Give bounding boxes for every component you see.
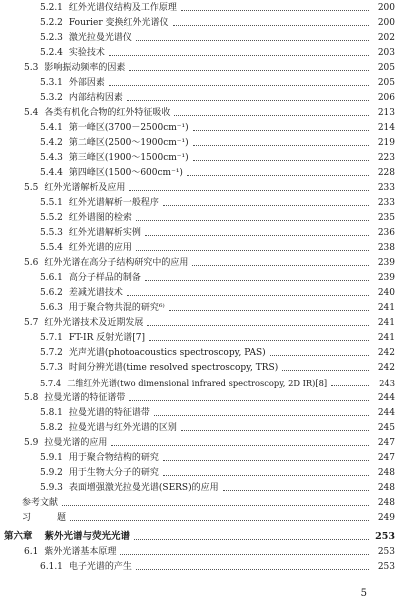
- entry-title: 内部结构因素: [68, 93, 123, 103]
- leader-dots: [187, 174, 369, 176]
- entry-number: 5.5.2: [40, 213, 63, 223]
- entry-number: 5.6.2: [40, 288, 63, 298]
- entry-page: 213: [377, 108, 395, 118]
- entry-number: 5.5: [24, 183, 39, 193]
- leader-dots: [129, 399, 369, 401]
- leader-dots: [136, 568, 369, 570]
- entry-title: 拉曼光谱与红外光谱的区别: [68, 423, 177, 433]
- entry-number: 5.4: [24, 108, 39, 118]
- entry-title: 用于聚合物结构的研究: [68, 453, 159, 463]
- entry-page: 202: [377, 33, 395, 43]
- entry-number: 5.7.3: [40, 363, 63, 373]
- entry-page: 228: [377, 168, 395, 178]
- entry-page: 239: [377, 273, 395, 283]
- entry-number: 5.9.2: [40, 468, 63, 478]
- toc-entry: [0, 420, 419, 436]
- entry-page: 247: [377, 453, 395, 463]
- entry-title: 红外光谱解析及应用: [44, 183, 126, 193]
- toc-entry: [0, 285, 419, 301]
- entry-title: 差减光谱技术: [68, 288, 123, 298]
- leader-dots: [163, 474, 369, 476]
- leader-dots: [223, 489, 369, 491]
- entry-number: 5.5.4: [40, 243, 63, 253]
- entry-page: 242: [377, 348, 395, 358]
- entry-number: 5.7: [24, 318, 39, 328]
- entry-number: 5.7.4: [40, 378, 62, 388]
- toc-entry: [0, 544, 419, 560]
- toc-entry: [0, 90, 419, 106]
- toc-entry: [0, 30, 419, 46]
- entry-title: 时间分辨光谱(time resolved spectroscopy, TRS): [68, 363, 279, 373]
- toc-entry: [0, 360, 419, 376]
- leader-dots: [70, 519, 369, 521]
- leader-dots: [192, 264, 369, 266]
- entry-number: 5.8: [24, 393, 39, 403]
- entry-page: 241: [377, 333, 395, 343]
- chapter-title: 紫外光谱与荧光光谱: [44, 531, 131, 542]
- entry-number: 5.2.4: [40, 48, 63, 58]
- leader-dots: [154, 414, 369, 416]
- entry-page: 249: [377, 513, 395, 523]
- entry-title: 高分子样品的制备: [68, 273, 141, 283]
- toc-entry: [0, 240, 419, 256]
- entry-number: 6.1: [24, 547, 39, 557]
- toc-entry: [0, 390, 419, 406]
- toc-entry: [0, 60, 419, 76]
- entry-page: 205: [377, 78, 395, 88]
- toc-entry: [0, 465, 419, 481]
- toc-entry: [0, 435, 419, 451]
- entry-number: 5.2.3: [40, 33, 63, 43]
- toc-entry: [0, 255, 419, 271]
- toc-entry-exercises: [0, 510, 419, 526]
- leader-dots: [193, 144, 369, 146]
- entry-title: 外部因素: [68, 78, 105, 88]
- entry-page: 219: [377, 138, 395, 148]
- leader-dots: [282, 369, 369, 371]
- entry-title: 红外光谱的应用: [68, 243, 132, 253]
- entry-number: 5.2.1: [40, 3, 63, 13]
- entry-page: 235: [377, 213, 395, 223]
- entry-page: 253: [377, 547, 395, 557]
- leader-dots: [129, 69, 369, 71]
- entry-page: 206: [377, 93, 395, 103]
- entry-number: 习: [22, 513, 32, 523]
- entry-page: 243: [379, 378, 395, 388]
- entry-number: 5.8.1: [40, 408, 63, 418]
- entry-number: 5.4.3: [40, 153, 63, 163]
- page-number: 5: [360, 588, 367, 599]
- entry-number: 5.5.3: [40, 228, 63, 238]
- entry-title: 红外光谱解析一般程序: [68, 198, 159, 208]
- entry-page: 245: [377, 423, 395, 433]
- entry-page: 253: [377, 562, 395, 572]
- leader-dots: [136, 219, 369, 221]
- entry-title: 激光拉曼光谱仪: [68, 33, 132, 43]
- entry-title: 第四峰区(1500～600cm⁻¹): [68, 168, 183, 178]
- leader-dots: [193, 129, 369, 131]
- entry-title: 各类有机化合物的红外特征吸收: [44, 108, 171, 118]
- leader-dots: [120, 553, 369, 555]
- toc-entry: [0, 120, 419, 136]
- toc-entry: [0, 150, 419, 166]
- entry-title: Fourier 变换红外光谱仪: [68, 18, 169, 28]
- leader-dots: [136, 249, 369, 251]
- entry-title: 红外光谱在高分子结构研究中的应用: [44, 258, 189, 268]
- entry-title: 红外光谱仪结构及工作原理: [68, 3, 177, 13]
- entry-title: 第三峰区(1900～1500cm⁻¹): [68, 153, 189, 163]
- entry-title: 紫外光谱基本原理: [44, 547, 117, 557]
- toc-entry: [0, 105, 419, 121]
- entry-page: 239: [377, 258, 395, 268]
- leader-dots: [174, 114, 369, 116]
- entry-page: 248: [377, 468, 395, 478]
- entry-number: 5.7.1: [40, 333, 63, 343]
- leader-dots: [270, 354, 369, 356]
- toc-entry: [0, 210, 419, 226]
- toc-entry-references: [0, 495, 419, 511]
- leader-dots: [149, 339, 369, 341]
- toc-entry: [0, 180, 419, 196]
- entry-number: 5.3.2: [40, 93, 63, 103]
- entry-number: 5.7.2: [40, 348, 63, 358]
- toc-entry: [0, 315, 419, 331]
- toc-entry: [0, 135, 419, 151]
- entry-number: 5.4.2: [40, 138, 63, 148]
- entry-number: 5.4.4: [40, 168, 63, 178]
- entry-page: 248: [377, 498, 395, 508]
- leader-dots: [193, 159, 369, 161]
- entry-title: 第二峰区(2500～1900cm⁻¹): [68, 138, 189, 148]
- entry-title: FT-IR 反射光谱[7]: [68, 333, 145, 343]
- entry-title: 拉曼光谱的特征谱带: [68, 408, 150, 418]
- entry-number: 5.6.1: [40, 273, 63, 283]
- entry-number: 5.6: [24, 258, 39, 268]
- entry-number: 5.3.1: [40, 78, 63, 88]
- entry-title: 拉曼光谱的应用: [44, 438, 108, 448]
- entry-number: 5.5.1: [40, 198, 63, 208]
- entry-page: 240: [377, 288, 395, 298]
- chapter-number: 第六章: [4, 531, 33, 542]
- entry-title: 用于聚合物共混的研究⁶⁾: [68, 303, 165, 313]
- entry-page: 236: [377, 228, 395, 238]
- toc-entry: [0, 225, 419, 241]
- entry-page: 241: [377, 318, 395, 328]
- leader-dots: [163, 459, 369, 461]
- leader-dots: [173, 24, 369, 26]
- toc-entry: [0, 345, 419, 361]
- entry-title: 第一峰区(3700－2500cm⁻¹): [68, 123, 189, 133]
- leader-dots: [181, 429, 369, 431]
- entry-title: 红外光谱解析实例: [68, 228, 141, 238]
- entry-page: 233: [377, 183, 395, 193]
- toc-entry: [0, 270, 419, 286]
- entry-page: 205: [377, 63, 395, 73]
- toc-entry: [0, 559, 419, 575]
- leader-dots: [169, 309, 369, 311]
- entry-number: 5.6.3: [40, 303, 63, 313]
- entry-title: 拉曼光谱的特征谱带: [44, 393, 126, 403]
- entry-title: 光声光谱(photoacoustics spectroscopy, PAS): [68, 348, 266, 358]
- entry-number: 5.2.2: [40, 18, 63, 28]
- leader-dots: [62, 504, 369, 506]
- entry-title: 电子光谱的产生: [68, 562, 132, 572]
- entry-title: 题: [57, 513, 67, 523]
- leader-dots: [109, 54, 369, 56]
- entry-number: 5.9.1: [40, 453, 63, 463]
- leader-dots: [331, 384, 369, 386]
- toc-entry: [0, 405, 419, 421]
- leader-dots: [136, 39, 369, 41]
- entry-page: 242: [377, 363, 395, 373]
- toc-entry: [0, 45, 419, 61]
- entry-number: 5.4.1: [40, 123, 63, 133]
- entry-page: 214: [377, 123, 395, 133]
- entry-title: 二维红外光谱(two dimensional infrared spectroscopy, 2D IR)[8]: [67, 378, 328, 388]
- leader-dots: [129, 189, 369, 191]
- toc-entry: [0, 480, 419, 496]
- toc-entry: [0, 75, 419, 91]
- entry-page: 253: [375, 531, 395, 542]
- entry-title: 表面增强激光拉曼光谱(SERS)的应用: [68, 483, 219, 493]
- entry-title: 用于生物大分子的研究: [68, 468, 159, 478]
- entry-title: 红外光谱技术及近期发展: [44, 318, 144, 328]
- leader-dots: [127, 294, 369, 296]
- entry-number: 5.9.3: [40, 483, 63, 493]
- toc-entry: [0, 450, 419, 466]
- toc-chapter: [0, 529, 419, 545]
- entry-page: 244: [377, 393, 395, 403]
- toc-entry: [0, 195, 419, 211]
- toc-entry: [0, 300, 419, 316]
- entry-number: 5.8.2: [40, 423, 63, 433]
- toc-entry: [0, 330, 419, 346]
- entry-page: 233: [377, 198, 395, 208]
- leader-dots: [145, 234, 369, 236]
- toc-entry: [0, 375, 419, 391]
- entry-number: 5.3: [24, 63, 39, 73]
- leader-dots: [163, 204, 369, 206]
- entry-number: 5.9: [24, 438, 39, 448]
- leader-dots: [181, 9, 369, 11]
- leader-dots: [145, 279, 369, 281]
- leader-dots: [134, 538, 369, 540]
- entry-page: 241: [377, 303, 395, 313]
- entry-page: 248: [377, 483, 395, 493]
- leader-dots: [111, 444, 369, 446]
- entry-page: 223: [377, 153, 395, 163]
- entry-page: 238: [377, 243, 395, 253]
- toc-entry: [0, 15, 419, 31]
- entry-title: 影响振动频率的因素: [44, 63, 126, 73]
- entry-page: 200: [377, 18, 395, 28]
- entry-page: 203: [377, 48, 395, 58]
- entry-page: 247: [377, 438, 395, 448]
- entry-page: 200: [377, 3, 395, 13]
- entry-number: 6.1.1: [40, 562, 63, 572]
- leader-dots: [147, 324, 369, 326]
- entry-title: 红外谱图的检索: [68, 213, 132, 223]
- leader-dots: [127, 99, 369, 101]
- entry-title: 实验技术: [68, 48, 105, 58]
- entry-title: 参考文献: [22, 498, 59, 508]
- entry-page: 244: [377, 408, 395, 418]
- toc-entry: [0, 165, 419, 181]
- toc-entry: [0, 0, 419, 16]
- leader-dots: [109, 84, 369, 86]
